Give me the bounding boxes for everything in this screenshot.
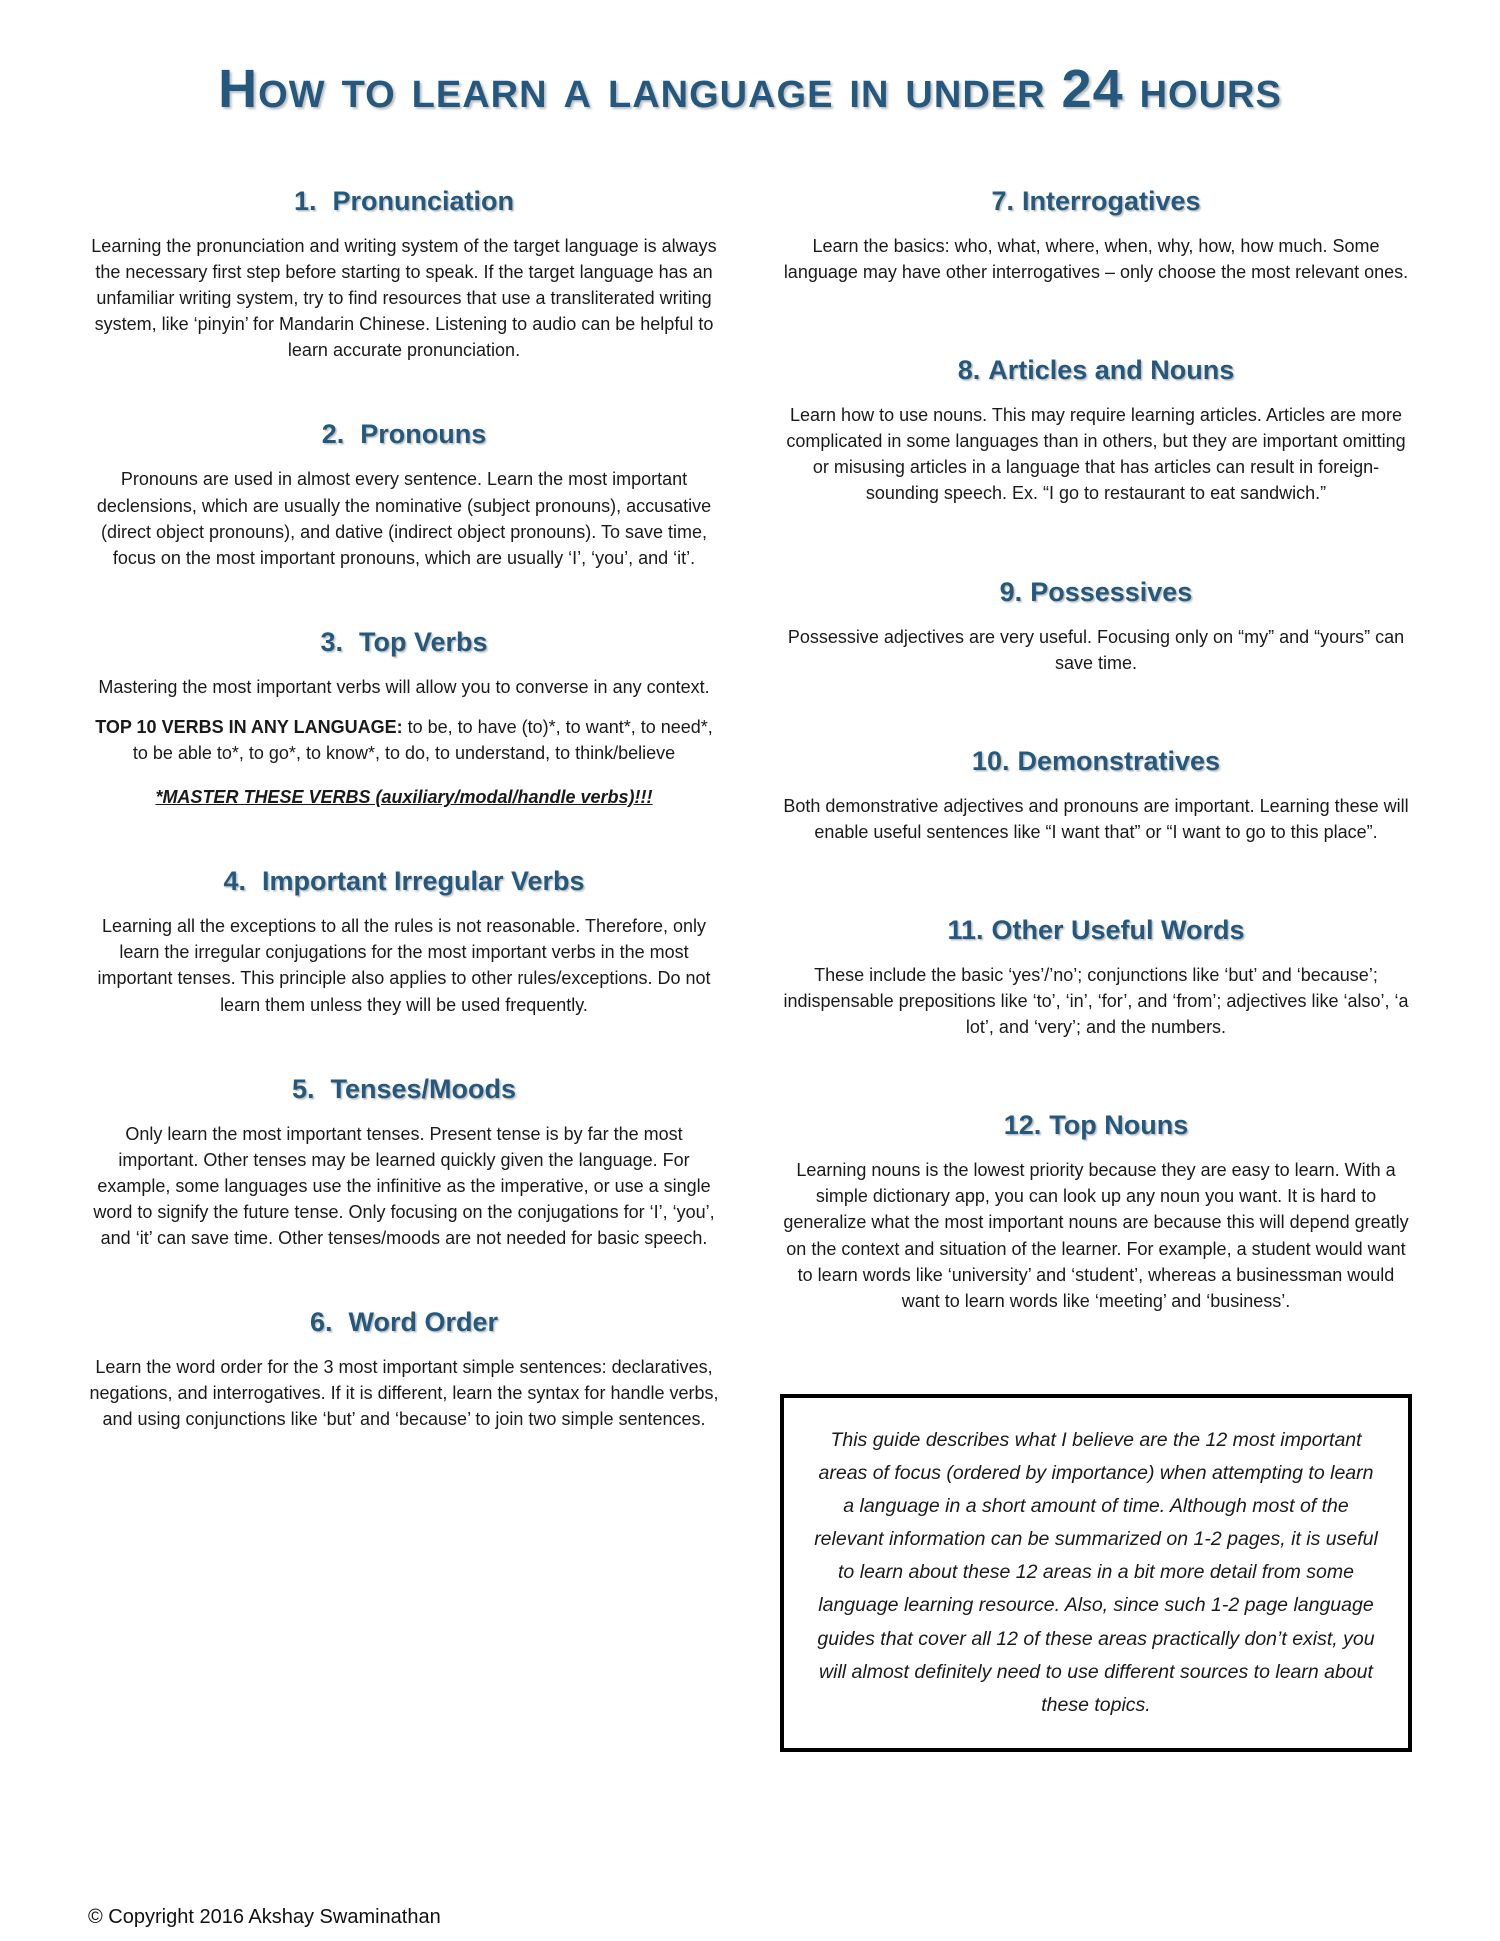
section-title: Word Order [348,1307,499,1338]
section-title: Possessives [1030,576,1193,607]
section-number: 6. [309,1307,333,1338]
section-title: Interrogatives [1021,186,1201,216]
section-title: Important Irregular Verbs [261,866,585,897]
section-title: Top Verbs [359,626,488,657]
section-number: 11. [947,914,984,945]
summary-note-box [780,1394,1412,1752]
section-title: Top Nouns [1049,1110,1189,1141]
section-number: 1. [293,186,317,216]
summary-note-text: This guide describes what I believe are the 12 most important areas of focus (ordered by importance) when attempting to learn a language in a short amount of time. Although most of the relevant information can be summarized on 1-2 pages, it is useful to learn about these 12 areas in a bit more detail from some language learning resource. Also, since such 1-2 page language guides that cover all 12 of these areas practically don’t exist, you will almost definitely need to use different sources to learn about these topics. [814,1428,1378,1716]
section-number: 2. [321,419,345,450]
section-body: Learn how to use nouns. This may require learning articles. Articles are more complicated in some languages than in others, but they are important omitting or misusing articles in a language that has articles can result in foreign-sounding speech. Ex. “I go to restaurant to eat sandwich.” [786,405,1406,504]
section-heading [88,419,720,450]
section-body: Possessive adjectives are very useful. Focusing only on “my” and “yours” can save time. [787,626,1405,673]
section-pronunciation [88,186,720,363]
section-title: Articles and Nouns [988,355,1235,386]
section-interrogatives [780,186,1412,285]
section-important-irregular-verbs [88,866,720,1017]
section-number: 5. [291,1073,315,1104]
two-column-layout [88,146,1412,1752]
section-number: 10. [971,745,1010,776]
section-body: Both demonstrative adjectives and pronouns are important. Learning these will enable useful sentences like “I want that” or “I want to go to this place”. [783,795,1409,842]
section-heading [88,866,720,897]
section-heading [780,577,1412,608]
section-heading [780,355,1412,386]
section-title: Tenses/Moods [330,1073,517,1104]
section-pronouns [88,419,720,570]
section-heading [88,186,720,217]
section-number: 4. [223,866,246,897]
section-body: These include the basic ‘yes’/’no’; conjunctions like ‘but’ and ‘because’; indispensable prepositions like ‘to’, ‘in’, ‘for’, and ‘from’; adjectives like ‘also’, ‘a lot’, and ‘very’; and the numbers. [783,964,1409,1038]
section-title: Demonstratives [1017,745,1221,776]
section-title: Pronunciation [332,186,515,216]
section-heading [780,746,1412,777]
section-title: Other Useful Words [991,914,1245,945]
section-heading [780,1110,1412,1141]
section-body: Only learn the most important tenses. Present tense is by far the most important. Other tenses may be learned quickly given the language. For example, some languages use the infinitive as the imperative, or use a single word to signify the future tense. Only focusing on the conjugations for ‘I’, ‘you’, and ‘it’ can save time. Other tenses/moods are not needed for basic speech. [93,1123,715,1248]
section-number: 3. [320,626,343,657]
section-body: Mastering the most important verbs will allow you to converse in any context. [98,676,710,697]
section-title: Pronouns [360,419,487,450]
copyright-line: © Copyright 2016 Akshay Swaminathan [88,1906,441,1928]
master-verbs-note: *MASTER THESE VERBS (auxiliary/modal/handle verbs)!!! [155,787,653,808]
section-heading [88,1074,720,1105]
section-heading [88,1307,720,1338]
section-tenses-moods [88,1074,720,1251]
section-other-useful-words [780,915,1412,1040]
section-word-order [88,1307,720,1432]
section-body: Learning all the exceptions to all the rules is not reasonable. Therefore, only learn the irregular conjugations for the most important verbs in the most important tenses. This principle also applies to other rules/exceptions. Do not learn them unless they will be used frequently. [97,916,711,1015]
section-heading [780,186,1412,217]
left-column [88,146,720,1446]
section-number: 7. [991,186,1014,216]
section-body: Pronouns are used in almost every sentence. Learn the most important declensions, which are usually the nominative (subject pronouns), accusative (direct object pronouns), and dative (indirect object pronouns). To save time, focus on the most important pronouns, which are usually ‘I’, ‘you’, and ‘it’. [96,469,712,568]
right-column [780,146,1412,1752]
top-verbs-list [88,714,720,766]
section-body: Learning nouns is the lowest priority because they are easy to learn. With a simple dictionary app, you can look up any noun you want. It is hard to generalize what the most important nouns are because this will depend greatly on the context and situation of the learner. For example, a student would want to learn words like ‘university’ and ‘student’, whereas a businessman would want to learn words like ‘meeting’ and ‘business’. [783,1160,1409,1311]
section-top-verbs [88,627,720,810]
section-heading [780,915,1412,946]
section-heading [88,627,720,658]
section-articles-and-nouns [780,355,1412,506]
top-verbs-label: TOP 10 VERBS IN ANY LANGUAGE: [95,716,403,737]
section-body: Learn the word order for the 3 most important simple sentences: declaratives, negations, and interrogatives. If it is different, learn the syntax for handle verbs, and using conjunctions like ‘but’ and ‘because’ to join two simple sentences. [89,1357,719,1430]
section-number: 9. [999,576,1023,607]
page-title: How to learn a language in under 24 hours [218,59,1282,119]
section-top-nouns [780,1110,1412,1314]
section-number: 12. [1003,1110,1042,1141]
section-body: Learn the basics: who, what, where, when, why, how, how much. Some language may have other interrogatives – only choose the most relevant ones. [783,236,1409,283]
section-number: 8. [957,355,981,386]
section-demonstratives [780,746,1412,845]
top-verbs-values: to be, to have (to)*, to want*, to need*, to be able to*, to go*, to know*, to do, to understand, to think/believe [132,716,713,764]
section-body: Learning the pronunciation and writing system of the target language is always the necessary first step before starting to speak. If the target language has an unfamiliar writing system, try to find resources that use a transliterated writing system, like ‘pinyin’ for Mandarin Chinese. Listening to audio can be helpful to learn accurate pronunciation. [91,236,717,361]
section-possessives [780,577,1412,676]
